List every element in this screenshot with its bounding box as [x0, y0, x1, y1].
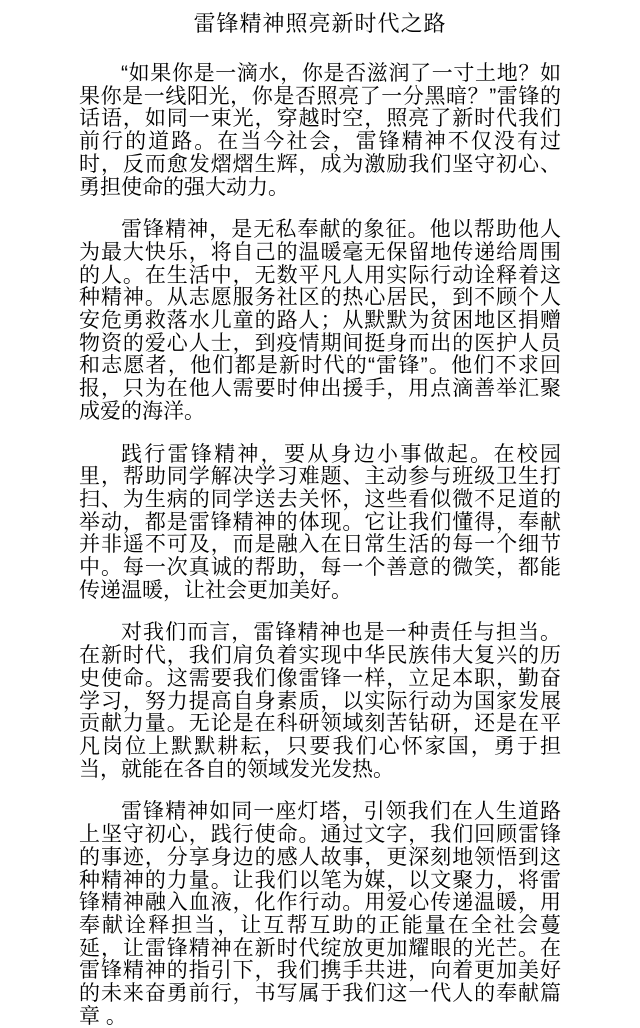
article-title: 雷锋精神照亮新时代之路: [193, 11, 447, 36]
article-paragraph-5: 雷锋精神如同一座灯塔，引领我们在人生道路上坚守初心，践行使命。通过文字，我们回顾雷锋的事迹，分享身边的感人故事，更深刻地领悟到这种精神的力量。让我们以笔为媒，以文聚力，将雷锋精神融入血液，化作行动。用爱心传递温暖，用奉献诠释担当，让互帮互助的正能量在全社会蔓延，让雷锋精神在新时代绽放更加耀眼的光芒。在雷锋精神的指引下，我们携手共进，向着更加美好的未来奋勇前行，书写属于我们这一代人的奉献篇章 。: [79, 800, 561, 1028]
article-paragraph-4: 对我们而言，雷锋精神也是一种责任与担当。在新时代，我们肩负着实现中华民族伟大复兴的历史使命。这需要我们像雷锋一样，立足本职，勤奋学习，努力提高自身素质，以实际行动为国家发展贡献力量。无论是在科研领域刻苦钻研，还是在平凡岗位上默默耕耘，只要我们心怀家国，勇于担当，就能在各自的领域发光发热。: [79, 621, 561, 781]
article-paragraph-1: “如果你是一滴水，你是否滋润了一寸土地？如果你是一线阳光，你是否照亮了一分黑暗？”雷锋的话语，如同一束光，穿越时空，照亮了新时代我们前行的道路。在当今社会，雷锋精神不仅没有过时，反而愈发熠熠生辉，成为激励我们坚守初心、勇担使命的强大动力。: [79, 62, 561, 199]
article-paragraph-3: 践行雷锋精神，要从身边小事做起。在校园里，帮助同学解决学习难题、主动参与班级卫生打扫、为生病的同学送去关怀，这些看似微不足道的举动，都是雷锋精神的体现。它让我们懂得，奉献并非遥不可及，而是融入在日常生活的每一个细节中。每一次真诚的帮助，每一个善意的微笑，都能传递温暖，让社会更加美好。: [79, 442, 561, 602]
article-page: [79, 0, 561, 1028]
article-paragraph-2: 雷锋精神，是无私奉献的象征。他以帮助他人为最大快乐，将自己的温暖毫无保留地传递给周围的人。在生活中，无数平凡人用实际行动诠释着这种精神。从志愿服务社区的热心居民，到不顾个人安危勇救落水儿童的路人；从默默为贫困地区捐赠物资的爱心人士，到疫情期间挺身而出的医护人员和志愿者，他们都是新时代的“雷锋”。他们不求回报，只为在他人需要时伸出援手，用点滴善举汇聚成爱的海洋。: [79, 218, 561, 423]
